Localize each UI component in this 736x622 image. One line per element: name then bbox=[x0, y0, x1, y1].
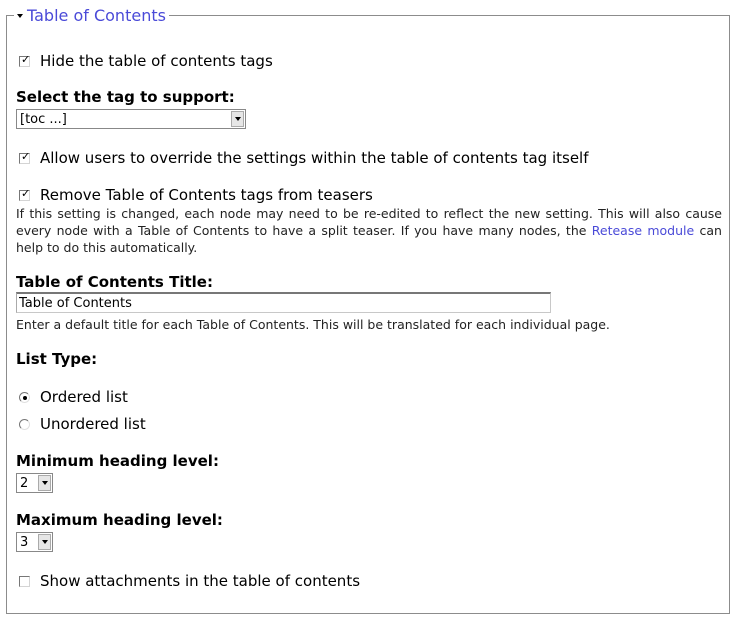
retease-module-link[interactable]: Retease module bbox=[591, 223, 695, 238]
checkmark-icon: ✓ bbox=[21, 186, 31, 200]
unordered-list-radio[interactable] bbox=[19, 419, 30, 430]
allow-override-row[interactable] bbox=[19, 149, 589, 167]
min-heading-select[interactable] bbox=[16, 473, 53, 493]
tag-select-value: [toc ...] bbox=[20, 111, 67, 127]
hide-tags-checkbox[interactable] bbox=[19, 52, 31, 67]
description-text: can help to do this automatically. bbox=[16, 223, 722, 255]
allow-override-label[interactable]: Allow users to override the settings within the table of contents tag itself bbox=[40, 149, 589, 167]
show-attachments-checkbox[interactable] bbox=[19, 576, 30, 587]
remove-teasers-row[interactable] bbox=[19, 186, 373, 204]
radio-selected-dot bbox=[23, 396, 27, 400]
description-text: If this setting is changed, each node may need to be re-edited to reflect the new setting. This will also cause every node with a Table of Contents to have a split teaser. If you have many nodes, the bbox=[16, 206, 722, 238]
toc-title-input[interactable] bbox=[16, 292, 551, 313]
remove-teasers-description bbox=[16, 205, 722, 256]
min-heading-value: 2 bbox=[20, 475, 29, 491]
tag-select-label: Select the tag to support: bbox=[16, 88, 235, 106]
unordered-list-label[interactable]: Unordered list bbox=[40, 415, 146, 433]
show-attachments-row[interactable] bbox=[19, 572, 360, 590]
checkmark-icon: ✓ bbox=[21, 149, 31, 163]
dropdown-arrow-icon[interactable] bbox=[38, 534, 51, 550]
max-heading-select[interactable] bbox=[16, 532, 53, 552]
ordered-list-radio[interactable] bbox=[19, 392, 30, 403]
ordered-list-label[interactable]: Ordered list bbox=[40, 388, 128, 406]
list-type-label: List Type: bbox=[16, 350, 98, 368]
toc-title-label: Table of Contents Title: bbox=[16, 273, 213, 291]
checkmark-icon: ✓ bbox=[21, 52, 31, 66]
remove-teasers-checkbox[interactable] bbox=[19, 186, 31, 201]
allow-override-checkbox[interactable] bbox=[19, 149, 31, 164]
hide-tags-label[interactable]: Hide the table of contents tags bbox=[40, 52, 273, 70]
toc-title-description: Enter a default title for each Table of Contents. This will be translated for each individual page. bbox=[16, 317, 610, 332]
dropdown-arrow-icon[interactable] bbox=[231, 111, 244, 127]
fieldset-legend-text[interactable]: Table of Contents bbox=[27, 5, 166, 25]
list-type-ordered[interactable] bbox=[19, 388, 128, 406]
hide-tags-row[interactable] bbox=[19, 52, 273, 70]
dropdown-arrow-icon[interactable] bbox=[38, 475, 51, 491]
fieldset-legend[interactable] bbox=[14, 5, 169, 25]
remove-teasers-label[interactable]: Remove Table of Contents tags from teasers bbox=[40, 186, 373, 204]
list-type-unordered[interactable] bbox=[19, 415, 146, 433]
show-attachments-label[interactable]: Show attachments in the table of contents bbox=[40, 572, 361, 590]
tag-select[interactable] bbox=[16, 109, 246, 129]
collapse-arrow-icon[interactable] bbox=[17, 14, 23, 18]
max-heading-value: 3 bbox=[20, 534, 29, 550]
max-heading-label: Maximum heading level: bbox=[16, 511, 223, 529]
min-heading-label: Minimum heading level: bbox=[16, 452, 219, 470]
